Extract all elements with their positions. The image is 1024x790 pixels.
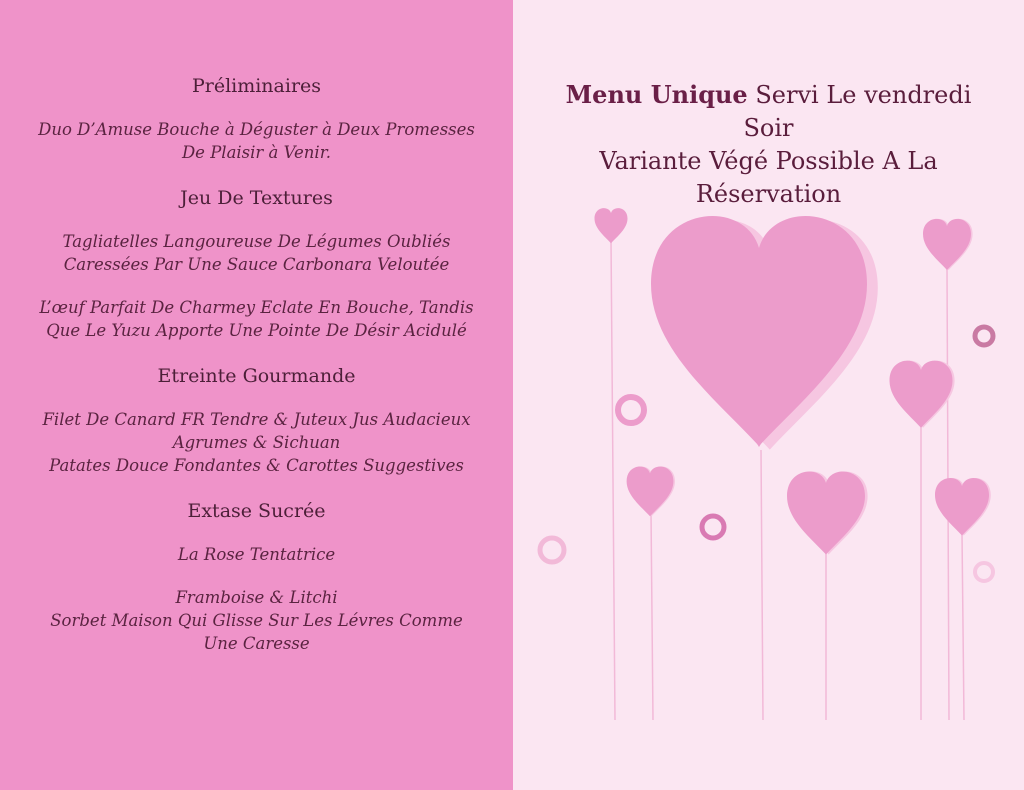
menu-item-line: Duo D’Amuse Bouche à Déguster à Deux Promesses bbox=[38, 120, 475, 139]
section-extase-sucree bbox=[0, 499, 513, 655]
heart-icon bbox=[627, 466, 675, 516]
menu-item-line: Une Caresse bbox=[203, 634, 310, 653]
heart-icon bbox=[595, 208, 628, 243]
menu-item-line: Filet De Canard FR Tendre & Juteux Jus Audacieux bbox=[42, 410, 471, 429]
section-title: Préliminaires bbox=[191, 75, 322, 97]
heading-text: Servi Le vendredi bbox=[755, 81, 972, 109]
ring-icon bbox=[618, 397, 644, 423]
menu-item-line: Que Le Yuzu Apporte Une Pointe De Désir Acidulé bbox=[46, 321, 467, 340]
ring-icon bbox=[540, 538, 564, 562]
heading-line bbox=[523, 78, 1014, 112]
menu-item bbox=[0, 408, 513, 477]
heart-icon bbox=[923, 219, 973, 270]
section-preliminaires bbox=[0, 74, 513, 164]
menu-item bbox=[0, 543, 513, 566]
menu-item-line: Caressées Par Une Sauce Carbonara Veloutée bbox=[63, 255, 450, 274]
ring-icon bbox=[975, 327, 993, 345]
menu-item-line: La Rose Tentatrice bbox=[177, 545, 336, 564]
menu-heading bbox=[523, 78, 1014, 211]
menu-item-line: L’œuf Parfait De Charmey Eclate En Bouche, Tandis bbox=[39, 298, 474, 317]
ring-icon bbox=[702, 516, 724, 538]
heart-icon bbox=[890, 361, 955, 428]
menu-item bbox=[0, 296, 513, 342]
heading-line: Réservation bbox=[695, 180, 842, 208]
section-jeu-de-textures bbox=[0, 186, 513, 342]
menu-item-line: Patates Douce Fondantes & Carottes Suggestives bbox=[49, 456, 464, 475]
menu-item-line: Agrumes & Sichuan bbox=[172, 433, 341, 452]
heading-line: Variante Végé Possible A La bbox=[599, 147, 938, 175]
heart-icon bbox=[935, 478, 991, 535]
menu-item bbox=[0, 230, 513, 276]
menu-item-line: Sorbet Maison Qui Glisse Sur Les Lévres Comme bbox=[50, 611, 463, 630]
section-title: Etreinte Gourmande bbox=[157, 365, 356, 387]
section-title: Extase Sucrée bbox=[187, 500, 326, 522]
menu-item bbox=[0, 118, 513, 164]
section-etreinte-gourmande bbox=[0, 364, 513, 477]
section-title: Jeu De Textures bbox=[180, 187, 333, 209]
menu-item-line: Framboise & Litchi bbox=[175, 588, 338, 607]
heading-line: Soir bbox=[743, 114, 794, 142]
menu-item bbox=[0, 586, 513, 655]
heart-icon bbox=[787, 471, 868, 554]
illustration-panel bbox=[513, 0, 1024, 790]
large-heart-icon bbox=[651, 216, 878, 450]
menu-item-line: De Plaisir à Venir. bbox=[181, 143, 332, 162]
heading-bold: Menu Unique bbox=[565, 80, 748, 109]
ring-icon bbox=[975, 563, 993, 581]
menu-item-line: Tagliatelles Langoureuse De Légumes Oubliés bbox=[62, 232, 451, 251]
